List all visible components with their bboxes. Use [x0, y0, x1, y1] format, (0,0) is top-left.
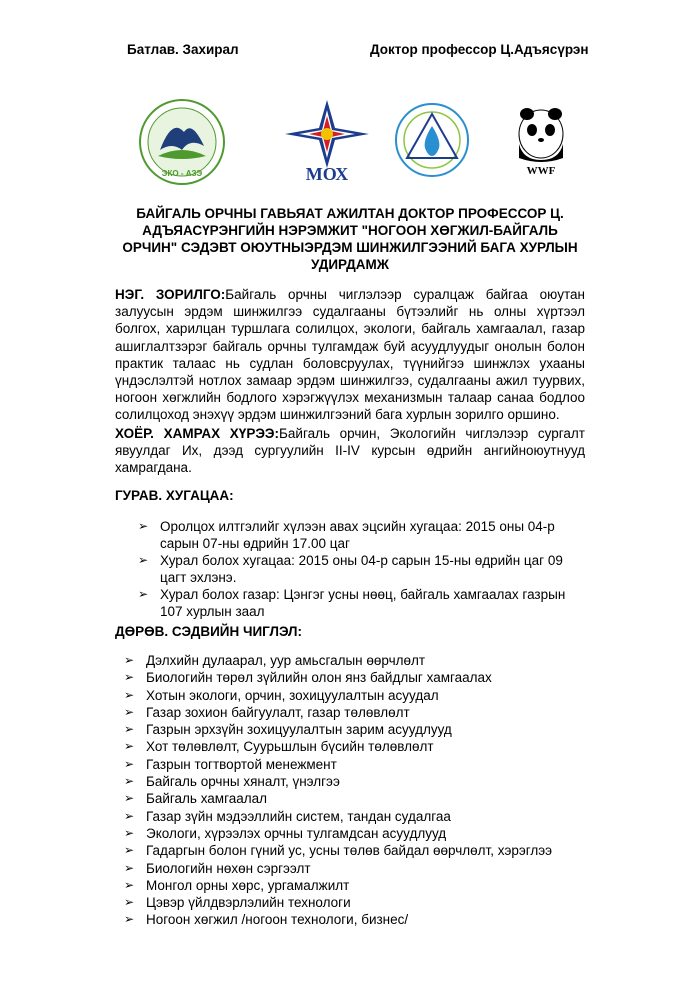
section-scope — [115, 425, 585, 477]
list-item: ➢ Газар зохион байгуулалт, газар төлөвлөлт — [124, 704, 410, 720]
logo-row — [0, 98, 700, 188]
list-item: ➢ Байгаль хамгаалал — [124, 791, 267, 807]
list-item: ➢ Оролцох илтгэлийг хүлээн авах эцсийн хугацаа: 2015 оны 04-р сарын 07-ны өдрийн 17.00 цаг — [138, 519, 555, 551]
approval-label: Батлав. Захирал — [127, 42, 239, 57]
topics-list — [124, 652, 584, 929]
arrow-bullet-icon: ➢ — [124, 808, 135, 823]
list-item: ➢ Ногоон хөгжил /ногоон технологи, бизнес/ — [124, 912, 409, 928]
wwf-logo-text: WWF — [526, 165, 556, 177]
section-goal — [115, 286, 585, 424]
arrow-bullet-icon: ➢ — [124, 843, 135, 858]
time-list — [138, 518, 588, 620]
arrow-bullet-icon: ➢ — [124, 912, 135, 927]
list-item: ➢ Биологийн төрөл зүйлийн олон янз байдлыг хамгаалах — [124, 670, 492, 686]
arrow-bullet-icon: ➢ — [124, 739, 135, 754]
arrow-bullet-icon: ➢ — [138, 519, 149, 533]
list-item: ➢ Монгол орны хөрс, ургамалжилт — [124, 877, 350, 893]
list-item: ➢ Дэлхийн дулаарал, уур амьсгалын өөрчлөлт — [124, 653, 426, 668]
arrow-bullet-icon: ➢ — [138, 587, 149, 601]
arrow-bullet-icon: ➢ — [124, 877, 135, 892]
section-goal-text: Байгаль орчны чиглэлээр суралцаж байгаа оюутан залуусын эрдэм шинжилгээ судалгааны бүтээлийг нь олны хүртээл болгох, харилцан туршлага солилцох, экологи, байгаль хамгаалал, газар ашиглалтзэрэг байгаль орчны тулгамдаж буй асуудлуудыг онолын болон практик талаас нь судлан боловсруулах, түүнийгээ шинжлэх ухааны үндэслэлтэй нотлох замаар эрдэм шинжилгээ, судалгааны ажил туурвих, ногоон хөгжлийн бодлого хэрэгжүүлэх механизмын талаар санаа бодлоо солилцоход энэхүү эрдэм шинжилгээний бага хурлын зорилго оршино. — [115, 287, 585, 423]
section-scope-heading: ХОЁР. ХАМРАХ ХҮРЭЭ: — [115, 426, 280, 441]
section-scope-text: Байгаль орчин, Экологийн чиглэлээр сургалт явуулдаг Их, дээд сургуулийн II-IV курсын өдрийн ангийноюутнууд хамрагдана. — [115, 426, 585, 476]
wwf-logo — [513, 104, 569, 178]
document-title: БАЙГАЛЬ ОРЧНЫ ГАВЬЯАТ АЖИЛТАН ДОКТОР ПРОФЕССОР Ц. АДЪЯАСҮРЭНГИЙН НЭРЭМЖИТ "НОГООН ХӨГЖИЛ-БАЙГАЛЬ ОРЧИН" СЭДЭВТ ОЮУТНЫЭРДЭМ ШИНЖИЛГЭЭНИЙ БАГА ХУРЛЫН УДИРДАМЖ — [122, 206, 578, 272]
list-item: ➢ Цэвэр үйлдвэрлэлийн технологи — [124, 895, 351, 911]
arrow-bullet-icon: ➢ — [124, 670, 135, 685]
arrow-bullet-icon: ➢ — [124, 774, 135, 789]
section-goal-heading: НЭГ. ЗОРИЛГО: — [115, 287, 226, 302]
eco-logo-text: ЭКО - АЗЭ — [161, 169, 203, 178]
arrow-bullet-icon: ➢ — [124, 825, 135, 840]
list-item: ➢ Байгаль орчны хяналт, үнэлгээ — [124, 774, 340, 790]
section-time-heading: ГУРАВ. ХУГАЦАА: — [115, 488, 234, 503]
list-item: ➢ Биологийн нөхөн сэргээлт — [124, 860, 311, 876]
list-item: ➢ Экологи, хүрээлэх орчны тулгамдсан асуудлууд — [124, 825, 447, 841]
list-item: ➢ Хот төлөвлөлт, Суурьшлын бүсийн төлөвлөлт — [124, 739, 434, 755]
arrow-bullet-icon: ➢ — [124, 687, 135, 702]
arrow-bullet-icon: ➢ — [124, 653, 135, 667]
arrow-bullet-icon: ➢ — [124, 860, 135, 875]
mox-logo — [283, 98, 371, 184]
arrow-bullet-icon: ➢ — [124, 895, 135, 910]
arrow-bullet-icon: ➢ — [124, 704, 135, 719]
director-name: Доктор профессор Ц.Адъясүрэн — [370, 42, 589, 57]
mox-logo-text: МОХ — [305, 164, 349, 184]
list-item: ➢ Газрын эрхзүйн зохицуулалтын зарим асуудлууд — [124, 722, 452, 738]
list-item: ➢ Хотын экологи, орчин, зохицуулалтын асуудал — [124, 687, 439, 703]
eco-aze-logo — [138, 98, 226, 186]
list-item: ➢ Гадаргын болон гүний ус, усны төлөв байдал өөрчлөлт, хэрэглээ — [124, 843, 553, 859]
arrow-bullet-icon: ➢ — [124, 722, 135, 737]
arrow-bullet-icon: ➢ — [124, 756, 135, 771]
list-item: ➢ Хурал болох газар: Цэнгэг усны нөөц, байгаль хамгаалах газрын 107 хурлын заал — [138, 587, 566, 619]
list-item: ➢ Газрын тогтвортой менежмент — [124, 756, 337, 772]
water-logo — [393, 100, 471, 186]
section-topics-heading: ДӨРӨВ. СЭДВИЙН ЧИГЛЭЛ: — [115, 624, 303, 639]
list-item: ➢ Хурал болох хугацаа: 2015 оны 04-р сарын 15-ны өдрийн цаг 09 цагт эхлэнэ. — [138, 553, 563, 585]
list-item: ➢ Газар зүйн мэдээллийн систем, тандан судалгаа — [124, 808, 451, 824]
arrow-bullet-icon: ➢ — [138, 553, 149, 567]
arrow-bullet-icon: ➢ — [124, 791, 135, 806]
